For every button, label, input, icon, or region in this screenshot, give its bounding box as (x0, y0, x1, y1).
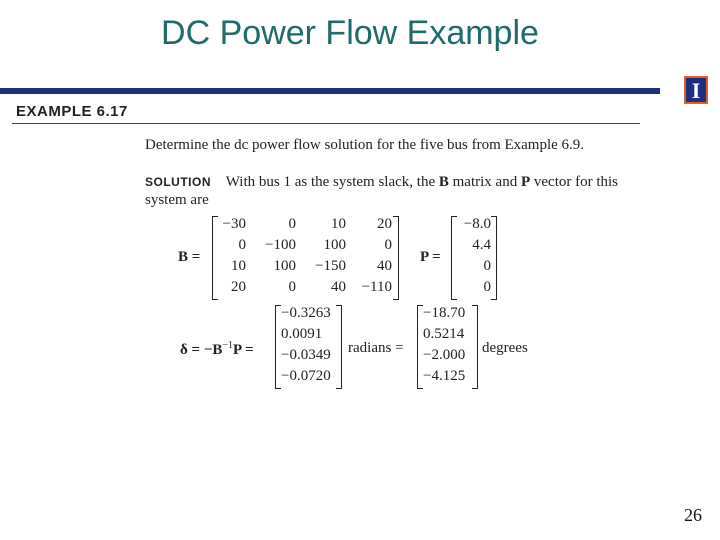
solution-paragraph (145, 173, 640, 209)
delta-equation-lhs (180, 340, 254, 359)
b-matrix-cell: 40 (331, 279, 346, 295)
delta-lhs: δ = −B (180, 342, 223, 358)
degrees-cell: 0.5214 (423, 326, 465, 342)
b-matrix-label: B = (178, 249, 201, 265)
b-matrix-cell: 0 (238, 237, 246, 253)
p-vector-right-bracket (491, 216, 497, 300)
p-vector-cell: 4.4 (472, 237, 491, 253)
radians-cell: −0.0720 (281, 368, 331, 384)
b-matrix-cell: 0 (288, 216, 296, 232)
degrees-cell: −2.000 (423, 347, 466, 363)
b-matrix-cell: 100 (273, 258, 296, 274)
b-matrix-cell: 100 (323, 237, 346, 253)
solution-text-2: matrix and (448, 174, 521, 190)
delta-superscript: −1 (222, 340, 234, 351)
b-matrix-cell: −110 (361, 279, 392, 295)
radians-unit: radians = (348, 340, 404, 356)
radians-cell: −0.0349 (281, 347, 331, 363)
page-number: 26 (684, 505, 702, 525)
b-matrix-cell: −30 (222, 216, 246, 232)
b-matrix-cell: 10 (231, 258, 246, 274)
p-vector-cell: 0 (483, 258, 491, 274)
slide-title: DC Power Flow Example (161, 14, 539, 52)
solution-bold-p: P (520, 174, 531, 190)
degrees-unit: degrees (482, 340, 528, 356)
university-logo-icon (684, 76, 708, 104)
header-divider (0, 88, 660, 94)
solution-text-1: With bus 1 as the system slack, the (225, 174, 439, 190)
radians-cell: 0.0091 (281, 326, 323, 342)
example-divider (12, 123, 640, 124)
p-vector-label: P = (420, 249, 441, 265)
b-matrix-cell: −150 (315, 258, 346, 274)
b-matrix-cell: −100 (265, 237, 296, 253)
delta-rhs: P = (233, 342, 254, 358)
degrees-cell: −18.70 (423, 305, 466, 321)
b-matrix-right-bracket (393, 216, 399, 300)
b-matrix-cell: 0 (384, 237, 392, 253)
logo-letter: I (691, 78, 701, 103)
p-vector-cell: −8.0 (463, 216, 491, 232)
radians-cell: −0.3263 (281, 305, 331, 321)
example-label: EXAMPLE 6.17 (16, 103, 128, 120)
b-matrix-cell: 20 (377, 216, 392, 232)
solution-label: SOLUTION (145, 175, 211, 189)
b-matrix-cell: 0 (288, 279, 296, 295)
degrees-cell: −4.125 (423, 368, 466, 384)
p-vector-cell: 0 (483, 279, 491, 295)
solution-text-3: vector for this system are (145, 174, 619, 208)
solution-bold-b: B (438, 174, 449, 190)
radians-right-bracket (336, 305, 342, 389)
b-matrix-cell: 10 (331, 216, 346, 232)
degrees-right-bracket (472, 305, 478, 389)
b-matrix-cell: 40 (377, 258, 392, 274)
b-matrix-cell: 20 (231, 279, 246, 295)
problem-statement: Determine the dc power flow solution for the five bus from Example 6.9. (145, 137, 585, 153)
